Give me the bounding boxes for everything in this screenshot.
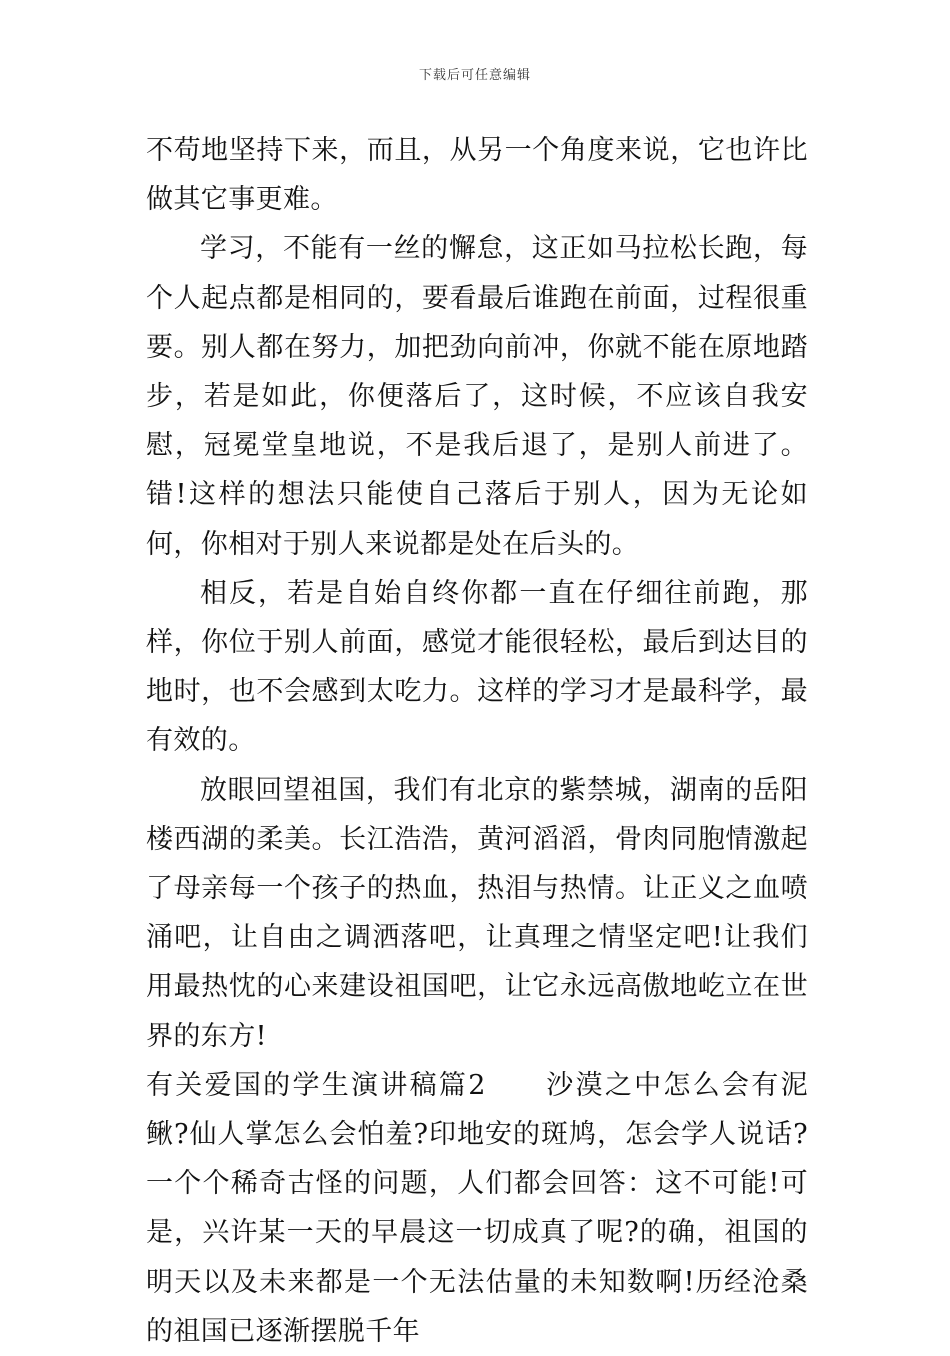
paragraph-5: 有关爱国的学生演讲稿篇2 沙漠之中怎么会有泥鳅?仙人掌怎么会怕羞?印地安的斑鸠，怎会学人说话?一个个稀奇古怪的问题，人们都会回答：这不可能!可是，兴许某一天的早晨这一切成真了呢?的确，祖国的明天以及未来都是一个无法估量的未知数啊!历经沧桑的祖国已逐渐摆脱千年 xyxy=(146,1069,808,1347)
page-header: 下载后可任意编辑 xyxy=(418,68,531,83)
document-body xyxy=(146,126,808,1356)
paragraph-2: 学习，不能有一丝的懈怠，这正如马拉松长跑，每个人起点都是相同的，要看最后谁跑在前面，过程很重要。别人都在努力，加把劲向前冲，你就不能在原地踏步，若是如此，你便落后了，这时候，不应该自我安慰，冠冕堂皇地说，不是我后退了，是别人前进了。错!这样的想法只能使自己落后于别人，因为无论如何，你相对于别人来说都是处在后头的。 xyxy=(146,233,808,560)
paragraph-3: 相反，若是自始自终你都一直在仔细往前跑，那样，你位于别人前面，感觉才能很轻松，最后到达目的地时，也不会感到太吃力。这样的学习才是最科学，最有效的。 xyxy=(146,577,808,757)
paragraph-1: 不苟地坚持下来，而且，从另一个角度来说，它也许比做其它事更难。 xyxy=(146,135,808,216)
paragraph-4: 放眼回望祖国，我们有北京的紫禁城，湖南的岳阳楼西湖的柔美。长江浩浩，黄河滔滔，骨肉同胞情激起了母亲每一个孩子的热血，热泪与热情。让正义之血喷涌吧，让自由之调洒落吧，让真理之情坚定吧!让我们用最热忱的心来建设祖国吧，让它永远高傲地屹立在世界的东方! xyxy=(146,774,808,1052)
